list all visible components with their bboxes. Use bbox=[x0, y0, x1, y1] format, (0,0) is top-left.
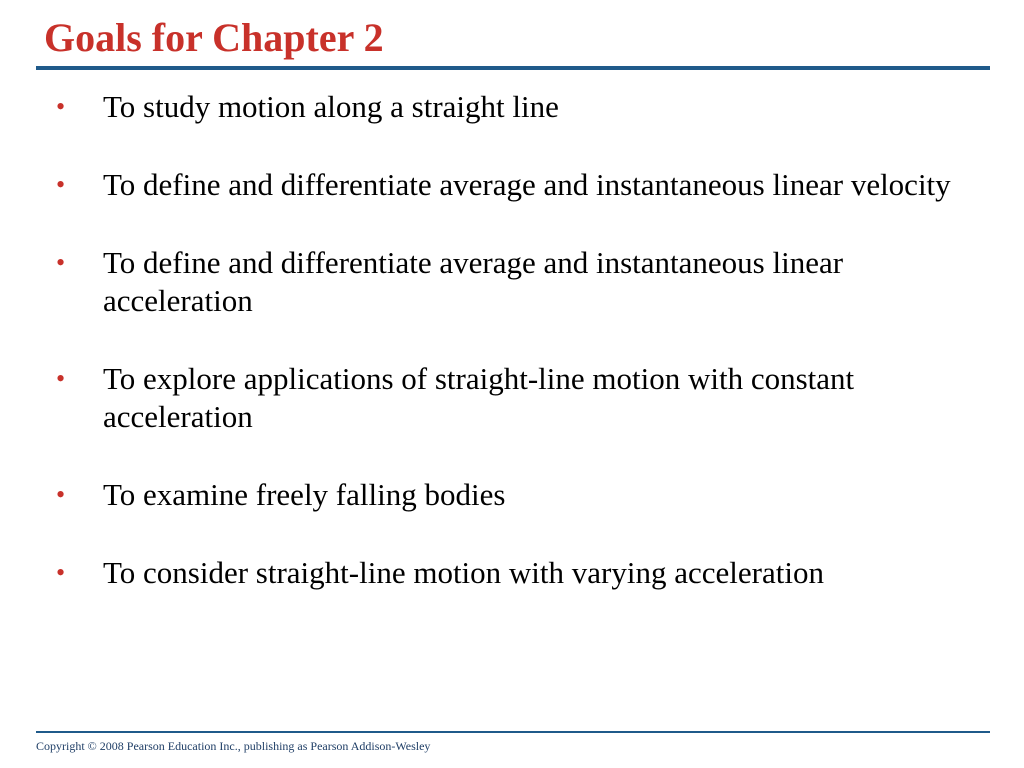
bullet-item bbox=[56, 554, 986, 592]
bullet-item bbox=[56, 244, 986, 320]
bullet-icon: • bbox=[56, 364, 66, 393]
bullet-icon: • bbox=[56, 170, 66, 199]
bullet-item bbox=[56, 476, 986, 514]
bullet-item bbox=[56, 166, 986, 204]
bullet-icon: • bbox=[56, 92, 66, 121]
title-divider bbox=[36, 66, 990, 70]
copyright-footer: Copyright © 2008 Pearson Education Inc., publishing as Pearson Addison-Wesley bbox=[36, 739, 431, 753]
bullet-text: To examine freely falling bodies bbox=[103, 477, 506, 512]
bullet-text: To define and differentiate average and instantaneous linear acceleration bbox=[103, 245, 844, 318]
bullet-item bbox=[56, 360, 986, 436]
bullet-icon: • bbox=[56, 558, 66, 587]
slide-title: Goals for Chapter 2 bbox=[44, 15, 384, 60]
bullet-text: To study motion along a straight line bbox=[103, 89, 559, 124]
bullet-text: To define and differentiate average and instantaneous linear velocity bbox=[103, 167, 951, 202]
footer-divider bbox=[36, 731, 990, 733]
bullet-text: To consider straight-line motion with varying acceleration bbox=[103, 555, 824, 590]
bullet-icon: • bbox=[56, 480, 66, 509]
bullet-item bbox=[56, 88, 986, 126]
bullet-list bbox=[56, 88, 986, 632]
bullet-text: To explore applications of straight-line motion with constant acceleration bbox=[103, 361, 855, 434]
bullet-icon: • bbox=[56, 248, 66, 277]
